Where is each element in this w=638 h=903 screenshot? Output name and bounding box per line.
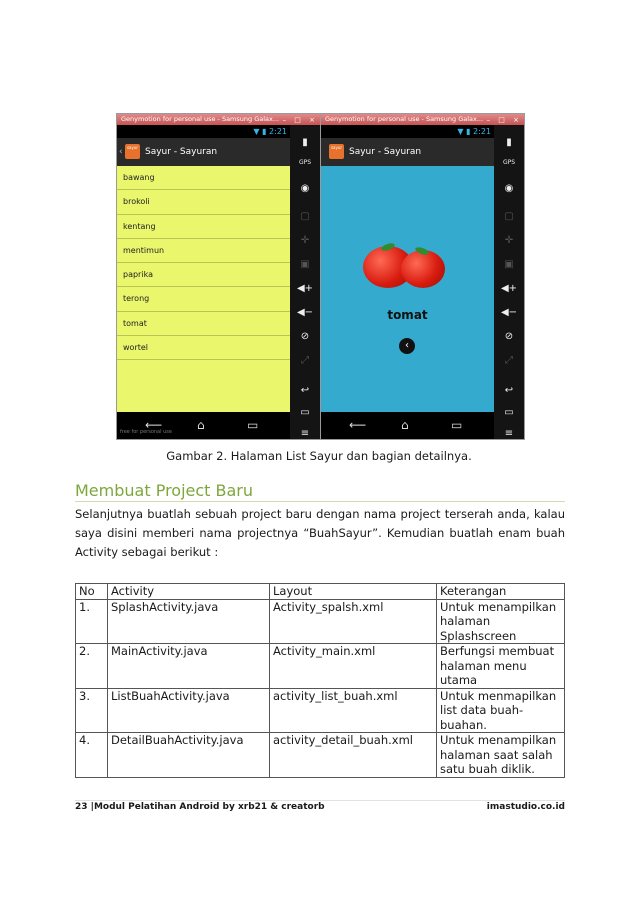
app-icon: sayur (329, 144, 344, 159)
emulator-titlebar (321, 114, 524, 125)
list-item[interactable]: wortel (117, 336, 290, 360)
actionbar-title: Sayur - Sayuran (145, 147, 218, 157)
table-cell: activity_list_buah.xml (270, 688, 437, 733)
footer-divider (75, 800, 565, 801)
list-item[interactable]: kentang (117, 215, 290, 239)
action-bar (321, 138, 494, 166)
body-paragraph: Selanjutnya buatlah sebuah project baru dengan nama project terserah anda, kalau saya disini memberi nama projectnya “BuahSayur”. Kemudian buatlah enam buah Activity sebagai berikut : (75, 507, 565, 559)
table-cell: Berfungsi membuat halaman menu utama (437, 644, 565, 689)
rotate-icon[interactable]: ⊘ (504, 331, 514, 342)
app-icon: sayur (125, 144, 140, 159)
capture-icon[interactable]: ▢ (300, 211, 310, 222)
list-item[interactable]: paprika (117, 263, 290, 287)
side-recent-icon[interactable]: ▭ (504, 407, 514, 418)
window-buttons[interactable]: – □ × (282, 116, 318, 124)
footer-left: 23 |Modul Pelatihan Android by xrb21 & creatorb (75, 802, 325, 812)
home-icon[interactable]: ⌂ (197, 418, 205, 432)
battery-icon: ▮ (466, 127, 471, 136)
status-bar (117, 125, 290, 138)
actionbar-title: Sayur - Sayuran (349, 147, 422, 157)
tomato-image (363, 238, 451, 293)
rotate-icon[interactable]: ⊘ (300, 331, 310, 342)
table-cell: Untuk menampilkan halaman saat salah satu buah diklik. (437, 733, 565, 778)
home-icon[interactable]: ⌂ (401, 418, 409, 432)
table-cell: Untuk menmapilkan list data buah-buahan. (437, 688, 565, 733)
list-item[interactable]: mentimun (117, 239, 290, 263)
volume-down-icon[interactable]: ◀− (296, 307, 314, 318)
list-item[interactable]: tomat (117, 312, 290, 336)
table-cell: SplashActivity.java (108, 599, 270, 644)
up-chevron-icon[interactable]: ‹ (119, 147, 123, 157)
list-item[interactable]: brokoli (117, 190, 290, 214)
emulator-sidebar (290, 125, 320, 439)
id-icon[interactable]: ▣ (300, 259, 310, 270)
battery-icon: ▮ (262, 127, 267, 136)
table-header-row (76, 584, 565, 600)
dpad-icon[interactable]: ✛ (300, 235, 310, 246)
detail-screenshot (320, 113, 525, 440)
column-header: Layout (270, 584, 437, 600)
activity-table (75, 583, 565, 778)
list-item[interactable]: bawang (117, 166, 290, 190)
battery-tool-icon[interactable]: ▮ (506, 137, 512, 148)
id-icon[interactable]: ▣ (504, 259, 514, 270)
table-row (76, 599, 565, 644)
nav-bar (117, 412, 290, 439)
emulator-sidebar (494, 125, 524, 439)
watermark: free for personal use (120, 429, 172, 435)
gps-icon[interactable]: GPS (502, 159, 516, 166)
recents-icon[interactable]: ▭ (451, 418, 463, 432)
table-cell: 4. (76, 733, 108, 778)
table-row (76, 733, 565, 778)
camera-icon[interactable]: ◉ (300, 183, 310, 194)
status-time: 2:21 (473, 127, 491, 136)
table-cell: activity_detail_buah.xml (270, 733, 437, 778)
volume-up-icon[interactable]: ◀+ (500, 283, 518, 294)
side-back-icon[interactable]: ↩ (504, 385, 514, 396)
column-header: Keterangan (437, 584, 565, 600)
vegetable-detail (321, 166, 494, 412)
back-icon[interactable]: ⟵ (349, 418, 367, 432)
table-row (76, 688, 565, 733)
table-cell: DetailBuahActivity.java (108, 733, 270, 778)
emulator-title: Genymotion for personal use - Samsung Galax... (325, 115, 484, 123)
column-header: No (76, 584, 108, 600)
recents-icon[interactable]: ▭ (247, 418, 259, 432)
figure-caption: Gambar 2. Halaman List Sayur dan bagian detailnya. (166, 449, 472, 463)
table-cell: 3. (76, 688, 108, 733)
list-screenshot (116, 113, 321, 440)
emulator-titlebar (117, 114, 320, 125)
capture-icon[interactable]: ▢ (504, 211, 514, 222)
side-menu-icon[interactable]: ≡ (504, 428, 514, 439)
volume-up-icon[interactable]: ◀+ (296, 283, 314, 294)
table-cell: 2. (76, 644, 108, 689)
volume-down-icon[interactable]: ◀− (500, 307, 518, 318)
dpad-icon[interactable]: ✛ (504, 235, 514, 246)
status-bar (321, 125, 494, 138)
side-menu-icon[interactable]: ≡ (300, 428, 310, 439)
table-cell: 1. (76, 599, 108, 644)
column-header: Activity (108, 584, 270, 600)
back-button-icon[interactable]: ‹ (399, 338, 415, 354)
side-back-icon[interactable]: ↩ (300, 385, 310, 396)
section-heading: Membuat Project Baru (75, 481, 565, 502)
wifi-icon: ▼ (253, 127, 260, 136)
table-cell: Activity_main.xml (270, 644, 437, 689)
window-buttons[interactable]: – □ × (486, 116, 522, 124)
detail-title: tomat (387, 308, 428, 322)
wifi-icon: ▼ (457, 127, 464, 136)
vegetable-list (117, 166, 290, 412)
back-icon[interactable]: ⟵ (145, 418, 163, 432)
nav-bar (321, 412, 494, 439)
list-item[interactable]: terong (117, 287, 290, 311)
scale-icon[interactable]: ⤢ (505, 355, 513, 366)
action-bar (117, 138, 290, 166)
table-cell: Activity_spalsh.xml (270, 599, 437, 644)
scale-icon[interactable]: ⤢ (301, 355, 309, 366)
camera-icon[interactable]: ◉ (504, 183, 514, 194)
gps-icon[interactable]: GPS (298, 159, 312, 166)
table-row (76, 644, 565, 689)
table-cell: ListBuahActivity.java (108, 688, 270, 733)
side-recent-icon[interactable]: ▭ (300, 407, 310, 418)
footer-right: imastudio.co.id (486, 802, 565, 812)
status-time: 2:21 (269, 127, 287, 136)
table-cell: Untuk menampilkan halaman Splashscreen (437, 599, 565, 644)
emulator-title: Genymotion for personal use - Samsung Galax... (121, 115, 280, 123)
table-cell: MainActivity.java (108, 644, 270, 689)
battery-tool-icon[interactable]: ▮ (302, 137, 308, 148)
